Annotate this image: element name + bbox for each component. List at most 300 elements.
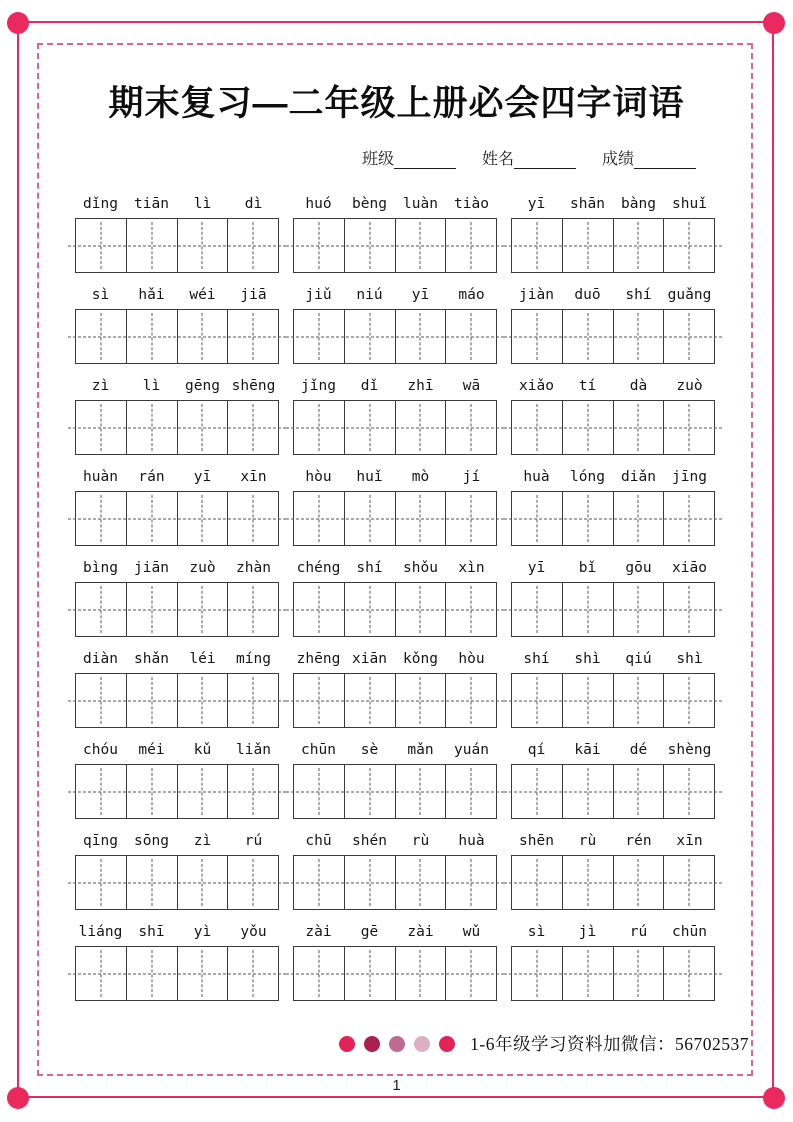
pinyin-label: gōu [625,560,652,577]
pinyin-label: mǎn [407,742,434,759]
pinyin-label: lì [193,196,212,213]
word-group [293,287,497,364]
pinyin-label: jiā [240,287,267,304]
pinyin-label: rù [578,833,597,850]
pinyin-label: jì [578,924,597,941]
writing-cell [294,856,345,909]
writing-grid [511,673,715,728]
writing-cell [178,219,229,272]
footer-dot [414,1036,430,1052]
word-row [75,651,715,728]
writing-cell [345,947,396,1000]
word-group [511,196,715,273]
class-label: 班级 [362,151,395,169]
pinyin-label: qīng [83,833,118,850]
pinyin-labels [293,287,497,306]
writing-cell [664,583,714,636]
pinyin-labels [75,742,279,761]
writing-cell [512,310,563,363]
writing-cell [664,401,714,454]
writing-cell [228,947,278,1000]
pinyin-labels [293,560,497,579]
word-group [293,833,497,910]
pinyin-label: tiān [134,196,169,213]
word-group [293,651,497,728]
pinyin-label: luàn [403,196,438,213]
pinyin-label: shān [570,196,605,213]
pinyin-label: zhēng [296,651,341,668]
writing-cell [127,401,178,454]
pinyin-label: wā [462,378,481,395]
pinyin-label: mò [411,469,430,486]
writing-cell [563,310,614,363]
pinyin-label: lóng [570,469,605,486]
writing-cell [228,492,278,545]
pinyin-label: shí [356,560,383,577]
writing-cell [614,856,665,909]
pinyin-label: huó [305,196,332,213]
writing-cell [512,401,563,454]
pinyin-label: zài [305,924,332,941]
writing-cell [664,856,714,909]
writing-cell [614,219,665,272]
writing-cell [228,583,278,636]
pinyin-label: hòu [458,651,485,668]
word-group [293,924,497,1001]
word-group [75,833,279,910]
pinyin-label: méi [138,742,165,759]
word-group [511,378,715,455]
word-group [75,924,279,1001]
writing-grid [293,491,497,546]
writing-cell [228,310,278,363]
pinyin-label: chū [305,833,332,850]
word-group [75,469,279,546]
writing-grid [75,946,279,1001]
pinyin-label: yuán [454,742,489,759]
writing-cell [396,492,447,545]
pinyin-label: tí [578,378,597,395]
pinyin-label: shí [523,651,550,668]
pinyin-label: shī [138,924,165,941]
writing-cell [228,765,278,818]
pinyin-labels [511,651,715,670]
pinyin-label: bàng [621,196,656,213]
pinyin-label: wǔ [462,924,481,941]
writing-cell [563,765,614,818]
student-info-fields [362,146,793,169]
pinyin-label: rù [411,833,430,850]
writing-cell [446,492,496,545]
writing-cell [76,583,127,636]
pinyin-label: shì [574,651,601,668]
pinyin-label: hòu [305,469,332,486]
name-field [482,146,576,169]
writing-grid [511,855,715,910]
writing-cell [127,310,178,363]
writing-cell [76,947,127,1000]
writing-cell [614,401,665,454]
pinyin-label: shēn [519,833,554,850]
pinyin-label: chūn [301,742,336,759]
word-row [75,196,715,273]
pinyin-label: xiāo [672,560,707,577]
pinyin-label: máo [458,287,485,304]
pinyin-labels [511,469,715,488]
pinyin-label: lì [142,378,161,395]
writing-cell [345,310,396,363]
footer-dot [339,1036,355,1052]
footer-dots [339,1036,455,1052]
pinyin-labels [75,378,279,397]
writing-cell [345,765,396,818]
pinyin-label: liáng [78,924,123,941]
word-group [75,742,279,819]
writing-cell [178,765,229,818]
writing-cell [76,765,127,818]
pinyin-label: huà [523,469,550,486]
pinyin-label: yī [527,560,546,577]
pinyin-label: léi [189,651,216,668]
writing-cell [664,310,714,363]
pinyin-label: gēng [185,378,220,395]
writing-grid [75,309,279,364]
pinyin-label: yī [193,469,212,486]
word-group [293,560,497,637]
pinyin-label: huǐ [356,469,383,486]
pinyin-label: diàn [83,651,118,668]
writing-cell [178,947,229,1000]
writing-cell [127,219,178,272]
writing-grid [75,855,279,910]
word-group [293,196,497,273]
writing-grid [511,218,715,273]
pinyin-label: jiān [134,560,169,577]
writing-cell [664,947,714,1000]
footer-dot [389,1036,405,1052]
pinyin-label: shì [676,651,703,668]
writing-cell [345,219,396,272]
pinyin-label: dǐ [360,378,379,395]
pinyin-labels [293,833,497,852]
writing-cell [446,765,496,818]
writing-cell [512,674,563,727]
writing-cell [614,674,665,727]
pinyin-label: shí [625,287,652,304]
word-group [75,287,279,364]
writing-cell [228,856,278,909]
writing-cell [396,947,447,1000]
writing-grid [293,673,497,728]
word-group [511,651,715,728]
word-group [511,469,715,546]
writing-grid [293,582,497,637]
pinyin-labels [75,651,279,670]
writing-cell [345,401,396,454]
pinyin-label: yī [411,287,430,304]
pinyin-label: sōng [134,833,169,850]
pinyin-label: sì [527,924,546,941]
writing-grid [293,400,497,455]
pinyin-label: dì [244,196,263,213]
writing-cell [664,219,714,272]
writing-cell [76,856,127,909]
writing-cell [396,583,447,636]
writing-cell [446,583,496,636]
writing-grid [75,582,279,637]
writing-grid [511,582,715,637]
page-number: 1 [392,1077,401,1094]
pinyin-label: xìn [458,560,485,577]
class-blank [394,153,456,169]
writing-cell [512,947,563,1000]
word-group [75,651,279,728]
writing-cell [294,947,345,1000]
pinyin-label: xīn [240,469,267,486]
pinyin-labels [75,924,279,943]
writing-cell [563,583,614,636]
writing-cell [178,401,229,454]
writing-cell [614,583,665,636]
pinyin-labels [293,378,497,397]
writing-grid [75,673,279,728]
pinyin-labels [511,378,715,397]
pinyin-labels [293,196,497,215]
pinyin-labels [75,833,279,852]
pinyin-label: rén [625,833,652,850]
pinyin-label: shǒu [403,560,438,577]
writing-grid [293,855,497,910]
writing-cell [563,856,614,909]
pinyin-labels [75,560,279,579]
writing-cell [127,583,178,636]
pinyin-label: xīn [676,833,703,850]
word-group [511,287,715,364]
pinyin-label: gē [360,924,379,941]
writing-cell [127,674,178,727]
writing-cell [446,310,496,363]
writing-cell [446,947,496,1000]
pinyin-label: dà [629,378,648,395]
word-group [293,469,497,546]
writing-cell [446,219,496,272]
pinyin-label: hǎi [138,287,165,304]
pinyin-labels [511,196,715,215]
writing-cell [512,492,563,545]
pinyin-labels [511,924,715,943]
writing-cell [614,765,665,818]
writing-cell [345,583,396,636]
writing-cell [446,856,496,909]
footer [37,1031,749,1056]
pinyin-label: bǐ [578,560,597,577]
word-row [75,924,715,1001]
pinyin-label: yǒu [240,924,267,941]
writing-cell [178,310,229,363]
writing-cell [76,310,127,363]
pinyin-label: zhī [407,378,434,395]
pinyin-label: yì [193,924,212,941]
word-group [75,378,279,455]
writing-grid [293,309,497,364]
writing-cell [127,492,178,545]
pinyin-labels [293,469,497,488]
writing-cell [228,219,278,272]
writing-cell [446,674,496,727]
pinyin-label: míng [236,651,271,668]
writing-grid [511,764,715,819]
score-field [602,146,696,169]
writing-cell [228,674,278,727]
pinyin-labels [75,196,279,215]
writing-cell [345,674,396,727]
pinyin-label: guǎng [667,287,712,304]
pinyin-label: dǐng [83,196,118,213]
writing-cell [664,492,714,545]
writing-cell [294,674,345,727]
pinyin-labels [511,560,715,579]
pinyin-label: qí [527,742,546,759]
score-label: 成绩 [602,151,635,169]
writing-grid [511,400,715,455]
word-row [75,833,715,910]
writing-cell [614,947,665,1000]
class-field [362,146,456,169]
writing-grid [75,764,279,819]
writing-grid [75,400,279,455]
pinyin-label: qiú [625,651,652,668]
word-grid-section [75,196,715,1001]
pinyin-label: chéng [296,560,341,577]
word-group [293,742,497,819]
writing-grid [511,491,715,546]
pinyin-label: shēng [231,378,276,395]
pinyin-label: jǐng [301,378,336,395]
writing-grid [75,491,279,546]
writing-cell [127,947,178,1000]
writing-grid [511,309,715,364]
writing-cell [563,492,614,545]
pinyin-label: kāi [574,742,601,759]
pinyin-label: rú [244,833,263,850]
pinyin-labels [293,924,497,943]
writing-cell [178,492,229,545]
writing-grid [293,218,497,273]
pinyin-label: duō [574,287,601,304]
word-row [75,560,715,637]
pinyin-labels [75,287,279,306]
pinyin-label: huà [458,833,485,850]
writing-cell [664,674,714,727]
pinyin-label: shén [352,833,387,850]
writing-cell [294,310,345,363]
writing-cell [396,401,447,454]
pinyin-label: rán [138,469,165,486]
pinyin-label: bèng [352,196,387,213]
pinyin-label: zuò [189,560,216,577]
pinyin-label: rú [629,924,648,941]
pinyin-labels [293,742,497,761]
pinyin-label: kǔ [193,742,212,759]
writing-cell [396,310,447,363]
pinyin-label: dé [629,742,648,759]
pinyin-label: shuǐ [672,196,707,213]
word-group [293,378,497,455]
pinyin-label: tiào [454,196,489,213]
writing-cell [396,765,447,818]
writing-cell [294,583,345,636]
pinyin-label: chūn [672,924,707,941]
writing-cell [512,856,563,909]
pinyin-label: jí [462,469,481,486]
word-group [75,196,279,273]
pinyin-label: liǎn [236,742,271,759]
writing-cell [396,674,447,727]
writing-cell [614,492,665,545]
pinyin-label: zuò [676,378,703,395]
writing-cell [294,492,345,545]
pinyin-label: shèng [667,742,712,759]
pinyin-label: sì [91,287,110,304]
word-group [511,833,715,910]
word-group [75,560,279,637]
name-blank [514,153,576,169]
writing-cell [76,492,127,545]
writing-cell [512,765,563,818]
writing-grid [293,946,497,1001]
writing-cell [178,674,229,727]
writing-cell [512,583,563,636]
pinyin-label: yī [527,196,546,213]
writing-cell [446,401,496,454]
pinyin-label: zhàn [236,560,271,577]
pinyin-label: zì [91,378,110,395]
writing-cell [178,583,229,636]
footer-dot [364,1036,380,1052]
writing-cell [563,947,614,1000]
pinyin-label: bìng [83,560,118,577]
word-group [511,742,715,819]
pinyin-label: wéi [189,287,216,304]
pinyin-labels [75,469,279,488]
score-blank [634,153,696,169]
word-row [75,287,715,364]
pinyin-label: jiàn [519,287,554,304]
word-group [511,924,715,1001]
pinyin-labels [511,742,715,761]
writing-cell [228,401,278,454]
pinyin-label: huàn [83,469,118,486]
writing-cell [178,856,229,909]
writing-cell [76,401,127,454]
name-label: 姓名 [482,151,515,169]
writing-grid [293,764,497,819]
pinyin-label: niú [356,287,383,304]
writing-grid [511,946,715,1001]
pinyin-label: diǎn [621,469,656,486]
writing-cell [345,856,396,909]
pinyin-labels [293,651,497,670]
word-row [75,378,715,455]
word-group [511,560,715,637]
writing-grid [75,218,279,273]
writing-cell [563,219,614,272]
word-row [75,742,715,819]
writing-cell [127,765,178,818]
word-row [75,469,715,546]
writing-cell [76,674,127,727]
writing-cell [396,219,447,272]
